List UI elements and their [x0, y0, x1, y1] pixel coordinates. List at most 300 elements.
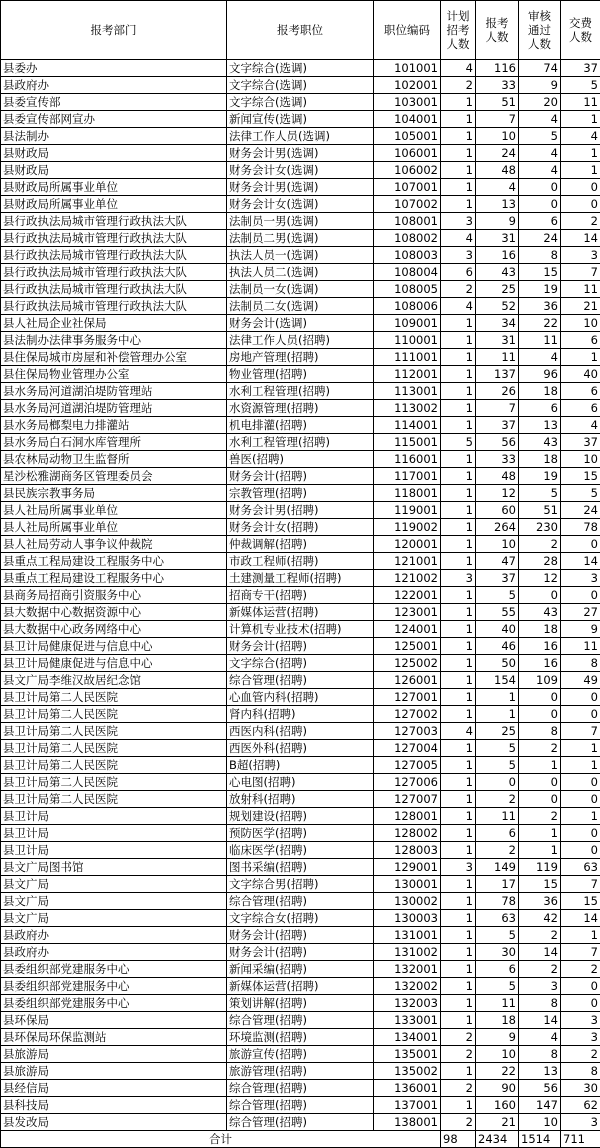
cell-plan: 1	[441, 621, 476, 638]
header-code: 职位编码	[374, 1, 441, 60]
cell-approved: 15	[519, 264, 561, 281]
cell-approved: 9	[519, 77, 561, 94]
cell-applicants: 56	[476, 434, 519, 451]
cell-dept: 县住保局城市房屋和补偿管理办公室	[1, 349, 227, 366]
cell-plan: 2	[441, 1029, 476, 1046]
cell-dept: 县行政执法局城市管理行政执法大队	[1, 281, 227, 298]
cell-dept: 县旅游局	[1, 1046, 227, 1063]
cell-approved: 1	[519, 757, 561, 774]
cell-plan: 3	[441, 247, 476, 264]
cell-code: 117001	[374, 468, 441, 485]
table-row	[1, 638, 600, 655]
cell-plan: 3	[441, 213, 476, 230]
cell-applicants: 9	[476, 1029, 519, 1046]
table-row	[1, 655, 600, 672]
cell-plan: 1	[441, 893, 476, 910]
cell-dept: 县卫计局	[1, 842, 227, 859]
cell-applicants: 48	[476, 162, 519, 179]
cell-applicants: 37	[476, 417, 519, 434]
cell-position: 宗教管理(招聘)	[227, 485, 374, 502]
cell-plan: 1	[441, 519, 476, 536]
cell-approved: 230	[519, 519, 561, 536]
cell-paid: 0	[561, 842, 600, 859]
table-row	[1, 281, 600, 298]
cell-applicants: 10	[476, 536, 519, 553]
cell-position: 西医内科(招聘)	[227, 723, 374, 740]
cell-position: 水利工程管理(招聘)	[227, 383, 374, 400]
cell-dept: 县委宣传部	[1, 94, 227, 111]
cell-approved: 36	[519, 298, 561, 315]
cell-applicants: 5	[476, 927, 519, 944]
cell-dept: 县卫计局健康促进与信息中心	[1, 655, 227, 672]
cell-plan: 1	[441, 332, 476, 349]
cell-applicants: 21	[476, 1114, 519, 1131]
table-row	[1, 400, 600, 417]
table-row	[1, 672, 600, 689]
cell-plan: 1	[441, 179, 476, 196]
header-approved-line: 审核	[519, 9, 560, 23]
table-row	[1, 553, 600, 570]
cell-dept: 县商务局招商引资服务中心	[1, 587, 227, 604]
table-row	[1, 927, 600, 944]
cell-position: 文字综合女(招聘)	[227, 910, 374, 927]
total-row	[1, 1131, 600, 1148]
cell-dept: 县卫计局第二人民医院	[1, 774, 227, 791]
cell-code: 119002	[374, 519, 441, 536]
cell-position: 财务会计女(选调)	[227, 196, 374, 213]
cell-applicants: 6	[476, 961, 519, 978]
cell-paid: 14	[561, 553, 600, 570]
cell-approved: 4	[519, 349, 561, 366]
cell-code: 131001	[374, 927, 441, 944]
table-row	[1, 706, 600, 723]
cell-plan: 2	[441, 1080, 476, 1097]
cell-code: 122001	[374, 587, 441, 604]
table-row	[1, 145, 600, 162]
table-row	[1, 1046, 600, 1063]
cell-code: 134001	[374, 1029, 441, 1046]
cell-paid: 62	[561, 1097, 600, 1114]
cell-paid: 30	[561, 1080, 600, 1097]
cell-dept: 县人社局企业社保局	[1, 315, 227, 332]
cell-paid: 49	[561, 672, 600, 689]
cell-dept: 县政府办	[1, 77, 227, 94]
cell-code: 106002	[374, 162, 441, 179]
cell-code: 108005	[374, 281, 441, 298]
cell-paid: 1	[561, 162, 600, 179]
cell-paid: 6	[561, 332, 600, 349]
cell-paid: 7	[561, 876, 600, 893]
cell-approved: 74	[519, 60, 561, 77]
cell-applicants: 0	[476, 774, 519, 791]
table-row	[1, 536, 600, 553]
cell-position: 规划建设(招聘)	[227, 808, 374, 825]
cell-plan: 6	[441, 264, 476, 281]
cell-paid: 1	[561, 740, 600, 757]
cell-paid: 14	[561, 230, 600, 247]
cell-plan: 1	[441, 1063, 476, 1080]
cell-paid: 78	[561, 519, 600, 536]
cell-approved: 6	[519, 400, 561, 417]
cell-dept: 县委办	[1, 60, 227, 77]
cell-dept: 县水务局河道湖泊堤防管理站	[1, 400, 227, 417]
cell-dept: 县民族宗教事务局	[1, 485, 227, 502]
cell-code: 108004	[374, 264, 441, 281]
cell-dept: 县委组织部党建服务中心	[1, 978, 227, 995]
table-row	[1, 94, 600, 111]
cell-code: 126001	[374, 672, 441, 689]
cell-dept: 县行政执法局城市管理行政执法大队	[1, 264, 227, 281]
cell-code: 118001	[374, 485, 441, 502]
cell-plan: 1	[441, 417, 476, 434]
cell-approved: 8	[519, 723, 561, 740]
cell-code: 113001	[374, 383, 441, 400]
cell-position: 心血管内科(招聘)	[227, 689, 374, 706]
cell-plan: 2	[441, 1114, 476, 1131]
cell-position: 综合管理(招聘)	[227, 1097, 374, 1114]
cell-paid: 2	[561, 213, 600, 230]
cell-applicants: 31	[476, 230, 519, 247]
cell-code: 130002	[374, 893, 441, 910]
cell-plan: 1	[441, 808, 476, 825]
cell-code: 137001	[374, 1097, 441, 1114]
cell-dept: 县财政局	[1, 145, 227, 162]
table-row	[1, 740, 600, 757]
cell-paid: 37	[561, 60, 600, 77]
cell-dept: 县经信局	[1, 1080, 227, 1097]
cell-position: 财务会计女(选调)	[227, 162, 374, 179]
cell-approved: 19	[519, 468, 561, 485]
cell-approved: 14	[519, 944, 561, 961]
cell-dept: 县重点工程局建设工程服务中心	[1, 553, 227, 570]
cell-approved: 0	[519, 196, 561, 213]
cell-code: 128002	[374, 825, 441, 842]
cell-dept: 县旅游局	[1, 1063, 227, 1080]
cell-approved: 10	[519, 1114, 561, 1131]
cell-position: 机电排灌(招聘)	[227, 417, 374, 434]
total-label: 合计	[1, 1131, 441, 1148]
table-row	[1, 383, 600, 400]
cell-approved: 22	[519, 315, 561, 332]
cell-plan: 2	[441, 1046, 476, 1063]
cell-position: 策划讲解(招聘)	[227, 995, 374, 1012]
cell-code: 125002	[374, 655, 441, 672]
cell-paid: 4	[561, 128, 600, 145]
cell-plan: 1	[441, 689, 476, 706]
table-row	[1, 519, 600, 536]
cell-paid: 5	[561, 77, 600, 94]
cell-dept: 县卫计局第二人民医院	[1, 689, 227, 706]
cell-plan: 1	[441, 536, 476, 553]
cell-position: 水利工程管理(招聘)	[227, 434, 374, 451]
cell-plan: 1	[441, 94, 476, 111]
cell-code: 132002	[374, 978, 441, 995]
cell-approved: 0	[519, 706, 561, 723]
cell-approved: 8	[519, 1046, 561, 1063]
cell-applicants: 26	[476, 383, 519, 400]
cell-code: 124001	[374, 621, 441, 638]
cell-paid: 0	[561, 791, 600, 808]
cell-position: 旅游宣传(招聘)	[227, 1046, 374, 1063]
cell-position: 水资源管理(招聘)	[227, 400, 374, 417]
cell-paid: 5	[561, 485, 600, 502]
cell-dept: 县法制办法律事务服务中心	[1, 332, 227, 349]
cell-approved: 5	[519, 128, 561, 145]
cell-dept: 县文广局	[1, 876, 227, 893]
cell-applicants: 43	[476, 264, 519, 281]
cell-dept: 县委宣传部网宣办	[1, 111, 227, 128]
cell-approved: 36	[519, 893, 561, 910]
cell-approved: 42	[519, 910, 561, 927]
cell-code: 127006	[374, 774, 441, 791]
cell-paid: 7	[561, 264, 600, 281]
cell-paid: 40	[561, 366, 600, 383]
cell-plan: 1	[441, 383, 476, 400]
table-row	[1, 910, 600, 927]
cell-dept: 县卫计局第二人民医院	[1, 757, 227, 774]
cell-approved: 4	[519, 1029, 561, 1046]
cell-approved: 16	[519, 638, 561, 655]
cell-position: 市政工程师(招聘)	[227, 553, 374, 570]
cell-plan: 1	[441, 842, 476, 859]
table-row	[1, 689, 600, 706]
cell-approved: 13	[519, 1063, 561, 1080]
cell-applicants: 47	[476, 553, 519, 570]
header-plan-line: 人数	[441, 37, 475, 51]
cell-plan: 1	[441, 757, 476, 774]
table-row	[1, 179, 600, 196]
cell-dept: 县卫计局第二人民医院	[1, 740, 227, 757]
cell-approved: 119	[519, 859, 561, 876]
cell-paid: 1	[561, 111, 600, 128]
cell-position: 综合管理(招聘)	[227, 1114, 374, 1131]
header-paid	[561, 1, 600, 60]
cell-approved: 11	[519, 332, 561, 349]
header-plan-line: 招考	[441, 23, 475, 37]
cell-code: 132003	[374, 995, 441, 1012]
cell-applicants: 31	[476, 332, 519, 349]
cell-approved: 0	[519, 689, 561, 706]
cell-position: 环境监测(招聘)	[227, 1029, 374, 1046]
cell-position: 招商专干(招聘)	[227, 587, 374, 604]
cell-paid: 3	[561, 1114, 600, 1131]
table-row	[1, 876, 600, 893]
cell-dept: 县卫计局健康促进与信息中心	[1, 638, 227, 655]
cell-paid: 0	[561, 978, 600, 995]
cell-plan: 1	[441, 740, 476, 757]
cell-paid: 0	[561, 825, 600, 842]
cell-approved: 0	[519, 774, 561, 791]
cell-position: 土建测量工程师(招聘)	[227, 570, 374, 587]
table-row	[1, 842, 600, 859]
cell-applicants: 46	[476, 638, 519, 655]
cell-paid: 1	[561, 145, 600, 162]
cell-applicants: 137	[476, 366, 519, 383]
cell-position: 法制员二男(选调)	[227, 230, 374, 247]
cell-dept: 县水务局白石洞水库管理所	[1, 434, 227, 451]
table-row	[1, 247, 600, 264]
cell-paid: 10	[561, 451, 600, 468]
cell-approved: 6	[519, 213, 561, 230]
cell-applicants: 154	[476, 672, 519, 689]
cell-code: 102001	[374, 77, 441, 94]
table-row	[1, 468, 600, 485]
cell-approved: 15	[519, 876, 561, 893]
cell-code: 138001	[374, 1114, 441, 1131]
table-row	[1, 621, 600, 638]
cell-code: 127005	[374, 757, 441, 774]
table-row	[1, 417, 600, 434]
cell-code: 130001	[374, 876, 441, 893]
table-row	[1, 570, 600, 587]
table-row	[1, 1029, 600, 1046]
cell-position: 财务会计女(招聘)	[227, 519, 374, 536]
cell-paid: 10	[561, 315, 600, 332]
cell-applicants: 55	[476, 604, 519, 621]
total-paid: 711	[561, 1131, 600, 1148]
cell-dept: 县农林局动物卫生监督所	[1, 451, 227, 468]
cell-position: 预防医学(招聘)	[227, 825, 374, 842]
cell-plan: 1	[441, 604, 476, 621]
cell-position: 财务会计(选调)	[227, 315, 374, 332]
table-row	[1, 332, 600, 349]
header-plan-line: 计划	[441, 9, 475, 23]
table-row	[1, 825, 600, 842]
cell-code: 127001	[374, 689, 441, 706]
cell-paid: 7	[561, 723, 600, 740]
cell-dept: 县水务局河道湖泊堤防管理站	[1, 383, 227, 400]
cell-applicants: 34	[476, 315, 519, 332]
cell-code: 127004	[374, 740, 441, 757]
cell-applicants: 12	[476, 485, 519, 502]
cell-plan: 4	[441, 298, 476, 315]
cell-approved: 3	[519, 978, 561, 995]
cell-dept: 县行政执法局城市管理行政执法大队	[1, 298, 227, 315]
cell-approved: 147	[519, 1097, 561, 1114]
header-position: 报考职位	[227, 1, 374, 60]
cell-code: 121002	[374, 570, 441, 587]
cell-plan: 1	[441, 774, 476, 791]
cell-position: 放射科(招聘)	[227, 791, 374, 808]
cell-code: 120001	[374, 536, 441, 553]
cell-paid: 0	[561, 995, 600, 1012]
cell-applicants: 5	[476, 587, 519, 604]
cell-approved: 4	[519, 111, 561, 128]
cell-plan: 1	[441, 995, 476, 1012]
cell-dept: 县财政局	[1, 162, 227, 179]
cell-applicants: 2	[476, 791, 519, 808]
total-plan: 98	[441, 1131, 476, 1148]
cell-paid: 24	[561, 502, 600, 519]
cell-paid: 3	[561, 1012, 600, 1029]
cell-approved: 0	[519, 179, 561, 196]
cell-applicants: 11	[476, 349, 519, 366]
cell-code: 130003	[374, 910, 441, 927]
table-row	[1, 859, 600, 876]
cell-code: 108003	[374, 247, 441, 264]
cell-code: 107001	[374, 179, 441, 196]
cell-code: 127002	[374, 706, 441, 723]
cell-approved: 5	[519, 485, 561, 502]
cell-dept: 县大数据中心政务网络中心	[1, 621, 227, 638]
cell-plan: 1	[441, 162, 476, 179]
cell-dept: 县文广局	[1, 893, 227, 910]
table-row	[1, 1114, 600, 1131]
header-paid-line: 交费	[561, 16, 600, 30]
table-row	[1, 349, 600, 366]
cell-paid: 0	[561, 689, 600, 706]
cell-applicants: 13	[476, 196, 519, 213]
cell-paid: 15	[561, 893, 600, 910]
cell-applicants: 10	[476, 128, 519, 145]
cell-code: 129001	[374, 859, 441, 876]
cell-code: 125001	[374, 638, 441, 655]
cell-approved: 8	[519, 995, 561, 1012]
cell-applicants: 2	[476, 842, 519, 859]
cell-approved: 14	[519, 1012, 561, 1029]
table-row	[1, 995, 600, 1012]
cell-plan: 1	[441, 485, 476, 502]
cell-approved: 2	[519, 808, 561, 825]
cell-applicants: 7	[476, 111, 519, 128]
cell-code: 115001	[374, 434, 441, 451]
cell-position: 物业管理(招聘)	[227, 366, 374, 383]
cell-dept: 县水务局榔梨电力排灌站	[1, 417, 227, 434]
header-approved-line: 通过	[519, 23, 560, 37]
cell-position: 新闻采编(招聘)	[227, 961, 374, 978]
cell-paid: 1	[561, 757, 600, 774]
table-row	[1, 230, 600, 247]
cell-paid: 6	[561, 400, 600, 417]
cell-applicants: 116	[476, 60, 519, 77]
cell-paid: 1	[561, 808, 600, 825]
table-row	[1, 978, 600, 995]
cell-code: 121001	[374, 553, 441, 570]
cell-paid: 0	[561, 706, 600, 723]
cell-code: 108006	[374, 298, 441, 315]
table-row	[1, 893, 600, 910]
cell-plan: 2	[441, 77, 476, 94]
cell-plan: 1	[441, 672, 476, 689]
cell-dept: 县委组织部党建服务中心	[1, 995, 227, 1012]
table-row	[1, 604, 600, 621]
table-row	[1, 434, 600, 451]
cell-applicants: 149	[476, 859, 519, 876]
cell-code: 132001	[374, 961, 441, 978]
cell-approved: 4	[519, 145, 561, 162]
cell-dept: 县卫计局	[1, 825, 227, 842]
cell-paid: 0	[561, 587, 600, 604]
cell-dept: 县重点工程局建设工程服务中心	[1, 570, 227, 587]
cell-applicants: 37	[476, 570, 519, 587]
cell-position: 综合管理(招聘)	[227, 672, 374, 689]
cell-approved: 18	[519, 383, 561, 400]
cell-dept: 县环保局环保监测站	[1, 1029, 227, 1046]
cell-applicants: 78	[476, 893, 519, 910]
cell-approved: 109	[519, 672, 561, 689]
cell-plan: 1	[441, 978, 476, 995]
cell-position: 肾内科(招聘)	[227, 706, 374, 723]
cell-approved: 1	[519, 825, 561, 842]
table-row	[1, 264, 600, 281]
cell-position: 财务会计(招聘)	[227, 468, 374, 485]
cell-position: 临床医学(招聘)	[227, 842, 374, 859]
cell-code: 109001	[374, 315, 441, 332]
cell-position: 房地产管理(招聘)	[227, 349, 374, 366]
total-applicants: 2434	[476, 1131, 519, 1148]
header-approved	[519, 1, 561, 60]
cell-paid: 3	[561, 1029, 600, 1046]
